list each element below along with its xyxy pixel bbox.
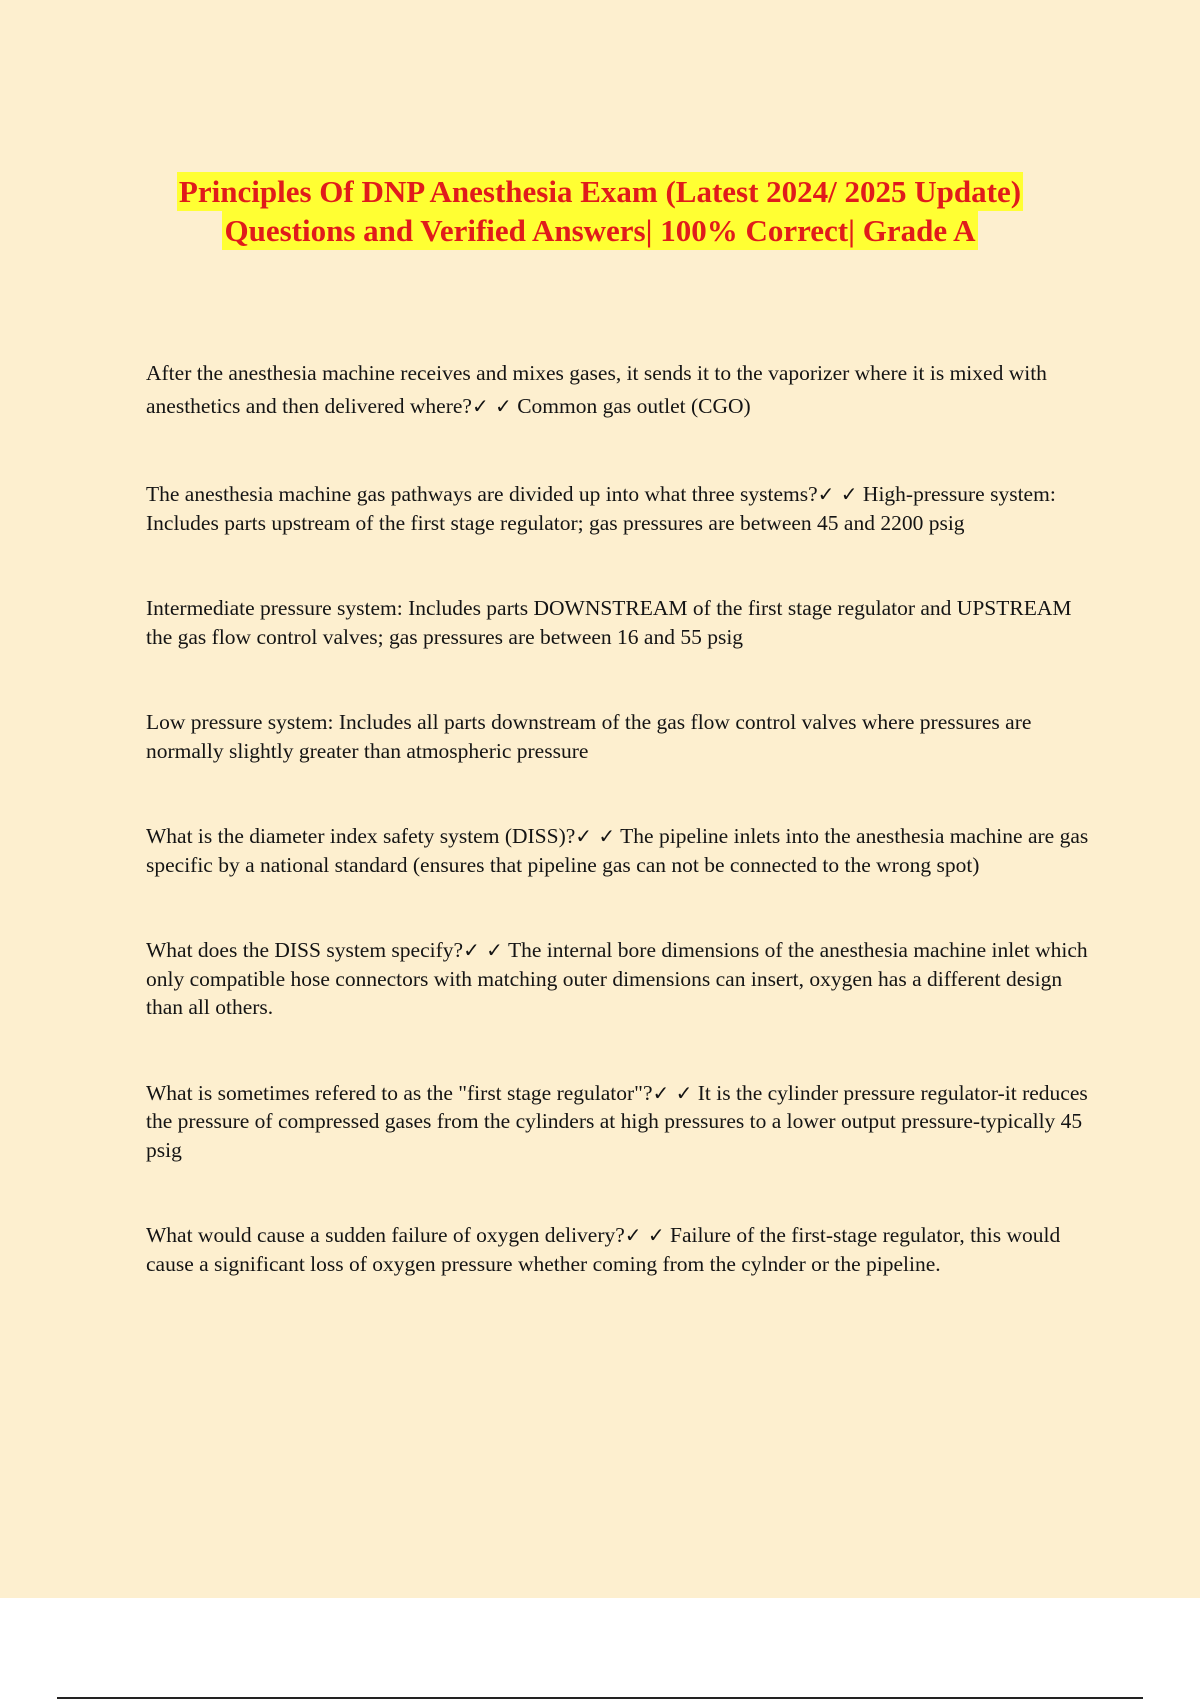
qa-item	[146, 708, 1096, 765]
qa-item	[146, 822, 1096, 879]
qa-item	[146, 357, 1096, 423]
question-text: What is the diameter index safety system (DISS)?	[146, 824, 576, 848]
answer-text: Failure of the first-stage regulator, this would cause a significant loss of oxygen pressure whether coming from the cylnder or the pipeline.	[146, 1223, 1061, 1276]
check-icon: ✓ ✓	[624, 1223, 665, 1247]
check-icon: ✓ ✓	[652, 1080, 693, 1105]
question-text: What would cause a sudden failure of oxygen delivery?	[146, 1223, 625, 1247]
qa-item	[146, 1221, 1096, 1278]
question-text: After the anesthesia machine receives and mixes gases, it sends it to the vaporizer where it is mixed with anesthetics and then delivered where?	[146, 361, 1047, 418]
answer-text: It is the cylinder pressure regulator-it reduces the pressure of compressed gases from the cylinders at high pressures to a lower output pressure-typically 45 psig	[146, 1080, 1088, 1162]
answer-text: The internal bore dimensions of the anesthesia machine inlet which only compatible hose connectors with matching outer dimensions can insert, oxygen has a different design than all others.	[146, 938, 1088, 1019]
answer-text: The pipeline inlets into the anesthesia machine are gas specific by a national standard (ensures that pipeline gas can not be connected to the wrong spot)	[146, 824, 1089, 877]
qa-item	[146, 936, 1096, 1022]
question-text: What is sometimes refered to as the "first stage regulator"?	[146, 1080, 653, 1105]
qa-item	[146, 1079, 1096, 1165]
answer-text: Common gas outlet (CGO)	[517, 394, 751, 418]
qa-item	[146, 594, 1096, 651]
qa-list	[146, 357, 1096, 1278]
qa-item	[146, 480, 1096, 537]
check-icon: ✓ ✓	[471, 394, 512, 418]
answer-text: High-pressure system: Includes parts upstream of the first stage regulator; gas pressures are between 45 and 2200 psig	[146, 482, 1056, 535]
check-icon: ✓ ✓	[575, 824, 616, 848]
answer-text: Low pressure system: Includes all parts downstream of the gas flow control valves where pressures are normally slightly greater than atmospheric pressure	[146, 710, 1032, 763]
question-text: The anesthesia machine gas pathways are divided up into what three systems?	[146, 482, 818, 506]
answer-text: Intermediate pressure system: Includes parts DOWNSTREAM of the first stage regulator and UPSTREAM the gas flow control valves; gas pressures are between 16 and 55 psig	[146, 596, 1072, 649]
document-title	[0, 172, 1200, 250]
footer-divider	[57, 1697, 1143, 1699]
check-icon: ✓ ✓	[463, 938, 503, 962]
check-icon: ✓ ✓	[817, 482, 858, 506]
title-line-2: Questions and Verified Answers| 100% Correct| Grade A	[224, 213, 976, 248]
title-line-1: Principles Of DNP Anesthesia Exam (Latest 2024/ 2025 Update)	[178, 174, 1022, 209]
question-text: What does the DISS system specify?	[146, 938, 464, 962]
